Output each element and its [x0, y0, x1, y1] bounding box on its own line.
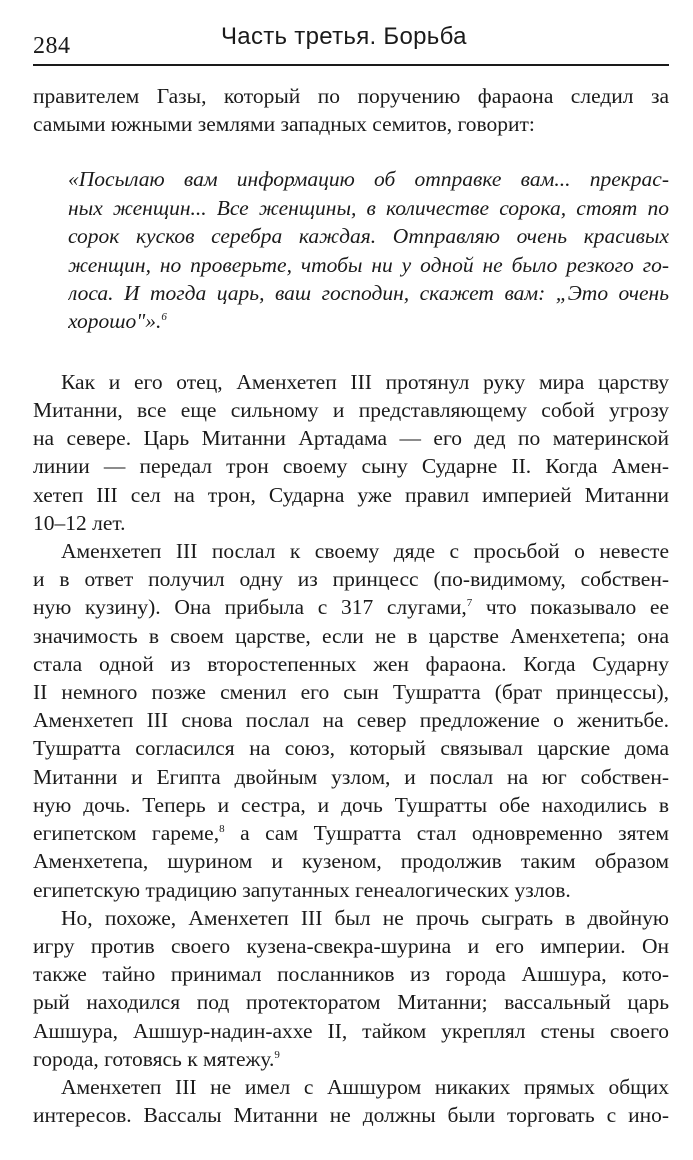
- quote-line: [68, 307, 669, 335]
- text-line: египетскую традицию запутанных генеалогических узлов.: [33, 877, 571, 902]
- text-line: Как и его отец, Аменхетеп III протянул руку мира царству: [61, 369, 669, 394]
- header-rule: [33, 64, 669, 66]
- text-segment: а сам Тушратта стал одновременно зятем: [224, 821, 669, 846]
- text-line: и в ответ получил одну из принцесс (по-видимому, собствен-: [33, 567, 669, 592]
- paragraph: [33, 904, 669, 1073]
- page-number: 284: [33, 33, 71, 59]
- text-line: Аменхетепа, шурином и кузеном, продолжив таким образом: [33, 849, 669, 874]
- running-title: Часть третья. Борьба: [221, 23, 467, 50]
- text-line: 10–12 лет.: [33, 510, 126, 535]
- text-line: [33, 1045, 669, 1073]
- text-line: Но, похоже, Аменхетеп III был не прочь сыграть в двойную: [61, 905, 669, 930]
- block-quote: [33, 165, 669, 335]
- text-line: Тушратта согласился на союз, который связывал царские дома: [33, 736, 669, 761]
- text-line: Митанни, все еще сильному и представляющему собой угрозу: [33, 398, 669, 423]
- paragraph: [33, 537, 669, 904]
- text-line: [33, 593, 669, 621]
- text-line: ную дочь. Теперь и сестра, и дочь Тушратты обе находились в: [33, 792, 669, 817]
- footnote-ref: 6: [161, 311, 167, 324]
- quote-line: женщин, но проверьте, чтобы ни у одной не было резкого го-: [68, 252, 669, 277]
- paragraph: [33, 368, 669, 537]
- text-line: [33, 819, 669, 847]
- text-segment: что показывало ее: [472, 595, 669, 620]
- page-header: [33, 18, 669, 64]
- footnote-ref: 8: [219, 822, 225, 835]
- text-line: также тайно принимал посланников из города Ашшура, кото-: [33, 962, 669, 987]
- text-line: II немного позже сменил его сын Тушратта (брат принцессы),: [33, 680, 669, 705]
- text-line: Ашшура, Ашшур-надин-аххе II, тайком укреплял стены своего: [33, 1018, 669, 1043]
- footnote-ref: 9: [274, 1048, 280, 1061]
- paragraph: [33, 1073, 669, 1129]
- quote-line: лоса. И тогда царь, ваш господин, скажет вам: „Это очень: [68, 281, 669, 306]
- intro-paragraph: [33, 82, 669, 138]
- text-line: хетеп III сел на трон, Сударна уже правил империей Митанни: [33, 482, 669, 507]
- text-line: правителем Газы, который по поручению фараона следил за: [33, 84, 669, 108]
- text-segment: ную кузину). Она прибыла с 317 слугами,: [33, 595, 467, 620]
- page-body: [33, 82, 669, 1129]
- footnote-ref: 7: [466, 597, 473, 610]
- text-line: Митанни и Египта двойным узлом, и послал на юг собствен-: [33, 764, 669, 789]
- text-line: игру против своего кузена-свекра-шурина и его империи. Он: [33, 933, 669, 958]
- text-segment: египетском гареме,: [33, 821, 220, 846]
- text-line: на севере. Царь Митанни Артадама — его дед по материнской: [33, 426, 669, 451]
- text-line: Аменхетеп III снова послал на север предложение о женитьбе.: [33, 708, 669, 733]
- text-line: Аменхетеп III послал к своему дяде с просьбой о невесте: [61, 539, 669, 564]
- text-line: интересов. Вассалы Митанни не должны были торговать с ино-: [33, 1103, 669, 1128]
- text-line: стала одной из второстепенных жен фараона. Когда Сударну: [33, 651, 669, 676]
- quote-line: «Посылаю вам информацию об отправке вам... прекрас-: [68, 167, 669, 192]
- quote-line: ных женщин... Все женщины, в количестве сорока, стоят по: [68, 195, 669, 220]
- quote-line: сорок кусков серебра каждая. Отправляю очень красивых: [68, 224, 669, 249]
- text-line: Аменхетеп III не имел с Ашшуром никаких прямых общих: [61, 1074, 669, 1099]
- text-line: самыми южными землями западных семитов, говорит:: [33, 112, 535, 137]
- text-line: значимость в своем царстве, если не в царстве Аменхетепа; она: [33, 623, 669, 648]
- quote-text: хорошо"».: [68, 309, 162, 334]
- text-line: линии — передал трон своему сыну Сударне II. Когда Амен-: [33, 454, 669, 479]
- text-line: рый находился под протекторатом Митанни; вассальный царь: [33, 990, 669, 1015]
- text-segment: города, готовясь к мятежу.: [33, 1046, 275, 1071]
